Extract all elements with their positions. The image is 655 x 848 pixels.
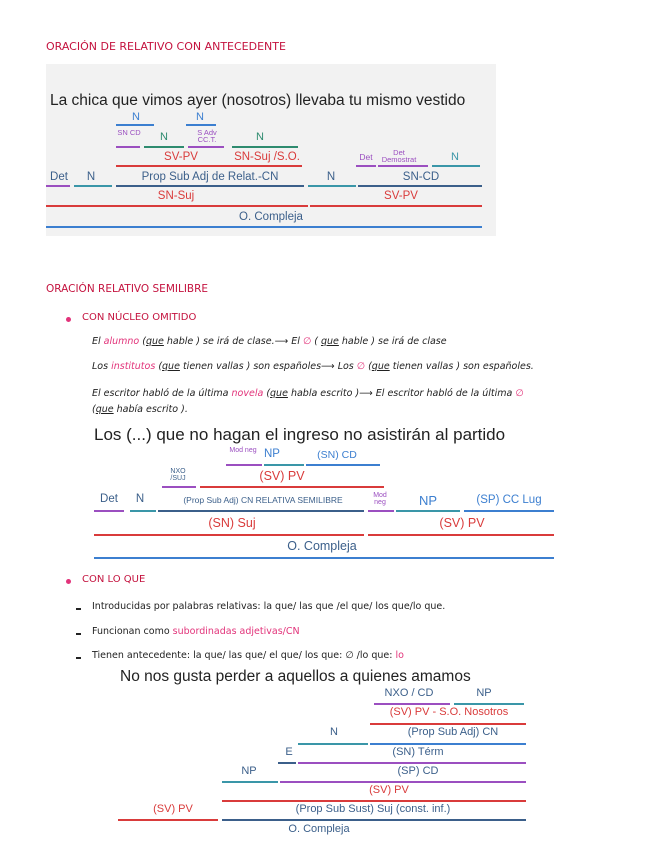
d1-r3b-n: N bbox=[451, 151, 459, 163]
d1-r2-n: N bbox=[160, 131, 168, 143]
d2-r3-det: Det bbox=[100, 493, 118, 505]
d1-line bbox=[188, 146, 224, 148]
d1-line bbox=[46, 185, 70, 187]
d2-r2-svpv: (SV) PV bbox=[259, 469, 305, 483]
example-line-3: El escritor habló de la última novela (que habla escrito )⟶ El escritor habló de la última ∅ bbox=[92, 388, 524, 399]
diagram-2-sentence: Los (...) que no hagan el ingreso no asistirán al partido bbox=[94, 425, 506, 444]
d1-line bbox=[116, 165, 302, 167]
d3-line bbox=[222, 800, 526, 802]
d1-line bbox=[116, 124, 154, 126]
bullet-nucleo-omitido: CON NÚCLEO OMITIDO bbox=[82, 312, 197, 323]
d2-r2b-nxo: NXO /SUJ bbox=[170, 468, 186, 482]
section-heading-semilibre: ORACIÓN RELATIVO SEMILIBRE bbox=[46, 283, 209, 295]
d1-line bbox=[116, 146, 140, 148]
d1-r4-sncd: SN-CD bbox=[402, 171, 440, 183]
syntax-diagram-3 bbox=[118, 667, 538, 842]
d1-line bbox=[308, 185, 356, 187]
dash-marker bbox=[76, 633, 81, 635]
d2-line bbox=[162, 486, 196, 488]
d2-line bbox=[94, 510, 124, 512]
d1-line bbox=[144, 146, 184, 148]
d3-r3-prop: (Prop Sub Adj) CN bbox=[407, 726, 499, 738]
d2-r5-ocompleja: O. Compleja bbox=[287, 539, 357, 553]
example-line-1: El alumno (que hable ) se irá de clase.⟶ El ∅ ( que hable ) se irá de clase bbox=[92, 336, 447, 347]
d3-r7-prop: (Prop Sub Sust) Suj (const. inf.) bbox=[295, 803, 451, 815]
d1-line bbox=[310, 205, 482, 207]
syntax-diagram-1 bbox=[46, 64, 496, 236]
dash-item-1: Introducidas por palabras relativas: la que/ las que /el que/ los que/lo que. bbox=[92, 601, 446, 612]
d3-line bbox=[298, 743, 368, 745]
d1-r1-n2: N bbox=[196, 111, 204, 123]
d1-r2-sadv: S Adv CC.T. bbox=[197, 128, 217, 145]
d3-line bbox=[278, 762, 296, 764]
diagram-1-sentence: La chica que vimos ayer (nosotros) llevaba tu mismo vestido bbox=[50, 92, 466, 109]
dash-marker bbox=[76, 608, 81, 610]
d2-line bbox=[226, 464, 262, 466]
d2-r3-n: N bbox=[135, 493, 145, 505]
d3-r4-e: E bbox=[285, 746, 293, 758]
d2-line bbox=[396, 510, 460, 512]
example-line-2: Los institutos (que tienen vallas ) son españoles⟶ Los ∅ (que tienen vallas ) son españoles. bbox=[92, 361, 534, 372]
d2-line bbox=[94, 534, 364, 536]
d3-line bbox=[280, 781, 526, 783]
d1-r5-snsuj: SN-Suj bbox=[157, 190, 195, 202]
bullet-dot bbox=[66, 317, 71, 322]
d2-r4-svpv: (SV) PV bbox=[439, 516, 485, 530]
d2-line bbox=[264, 464, 304, 466]
diagram-3-sentence: No nos gusta perder a aquellos a quienes amamos bbox=[120, 668, 471, 685]
d1-r4-n: N bbox=[86, 171, 96, 183]
d3-r3-n: N bbox=[330, 726, 338, 738]
d1-r4-prop: Prop Sub Adj de Relat.-CN bbox=[141, 171, 279, 183]
d2-r3-prop: (Prop Sub Adj) CN RELATIVA SEMILIBRE bbox=[183, 495, 343, 505]
d1-line bbox=[358, 185, 482, 187]
d2-line bbox=[306, 464, 380, 466]
d1-r4-det: Det bbox=[50, 171, 68, 183]
d1-r3b-detdem: Det Demostrat bbox=[381, 148, 417, 165]
d2-r3-modneg: Mod neg bbox=[373, 492, 387, 506]
bullet-con-lo-que: CON LO QUE bbox=[82, 574, 146, 585]
d3-r6-svpv: (SV) PV bbox=[369, 784, 409, 796]
example-line-3b: (que había escrito ). bbox=[92, 404, 188, 415]
d3-line bbox=[118, 819, 218, 821]
d3-r4-term: (SN) Térm bbox=[392, 746, 444, 758]
d2-r1-modneg: Mod neg bbox=[229, 447, 257, 454]
d1-line bbox=[232, 146, 298, 148]
d2-r1-np: NP bbox=[264, 448, 280, 460]
d1-r2-n2: N bbox=[256, 131, 264, 143]
d3-line bbox=[370, 723, 526, 725]
d1-line bbox=[116, 185, 304, 187]
d3-r5-spcd: (SP) CD bbox=[397, 765, 439, 777]
d2-r1-sncd: (SN) CD bbox=[317, 449, 357, 461]
d3-r1-np: NP bbox=[476, 687, 492, 699]
d2-line bbox=[130, 510, 156, 512]
d3-r1-nxocd: NXO / CD bbox=[384, 687, 434, 699]
d1-line bbox=[46, 205, 308, 207]
syntax-diagram-2 bbox=[92, 420, 552, 560]
d1-line bbox=[74, 185, 112, 187]
d3-line bbox=[222, 819, 526, 821]
d1-line bbox=[186, 124, 216, 126]
d2-line bbox=[158, 510, 364, 512]
dash-marker bbox=[76, 657, 81, 659]
bullet-dot bbox=[66, 579, 71, 584]
section-heading-relativo-antecedente: ORACIÓN DE RELATIVO CON ANTECEDENTE bbox=[46, 40, 286, 53]
d2-r4-snsuj: (SN) Suj bbox=[208, 516, 256, 530]
d1-r4-n2: N bbox=[326, 171, 336, 183]
d3-line bbox=[454, 703, 524, 705]
d1-r3b-det: Det bbox=[359, 152, 373, 162]
d1-line bbox=[356, 165, 376, 167]
d3-r5-np: NP bbox=[241, 765, 257, 777]
d1-r5-svpv: SV-PV bbox=[384, 190, 418, 202]
d1-r1-n1: N bbox=[132, 111, 140, 123]
d1-r2-sncd: SN CD bbox=[117, 128, 141, 137]
d2-r3-spcc: (SP) CC Lug bbox=[476, 494, 542, 506]
d3-line bbox=[374, 703, 450, 705]
d1-r6-ocompleja: O. Compleja bbox=[239, 211, 303, 223]
d3-line bbox=[222, 781, 278, 783]
d3-r2-svpv: (SV) PV - S.O. Nosotros bbox=[389, 706, 509, 718]
dash-item-3: Tienen antecedente: la que/ las que/ el que/ los que: ∅ /lo que: lo bbox=[92, 650, 404, 661]
d2-line bbox=[464, 510, 554, 512]
d3-r8-ocompleja: O. Compleja bbox=[288, 823, 350, 835]
d3-line bbox=[370, 743, 526, 745]
d2-line bbox=[94, 557, 554, 559]
d2-line bbox=[200, 486, 384, 488]
d3-r7-svpv: (SV) PV bbox=[153, 803, 193, 815]
d3-line bbox=[298, 762, 526, 764]
d2-r3-np: NP bbox=[418, 493, 438, 508]
d2-line bbox=[368, 534, 554, 536]
dash-item-2: Funcionan como subordinadas adjetivas/CN bbox=[92, 626, 300, 637]
d1-r3-snsuj: SN-Suj /S.O. bbox=[234, 151, 300, 163]
d1-line bbox=[46, 226, 482, 228]
d2-line bbox=[368, 510, 394, 512]
d1-line bbox=[378, 165, 428, 167]
d1-line bbox=[432, 165, 480, 167]
d1-r3-svpv: SV-PV bbox=[164, 151, 198, 163]
